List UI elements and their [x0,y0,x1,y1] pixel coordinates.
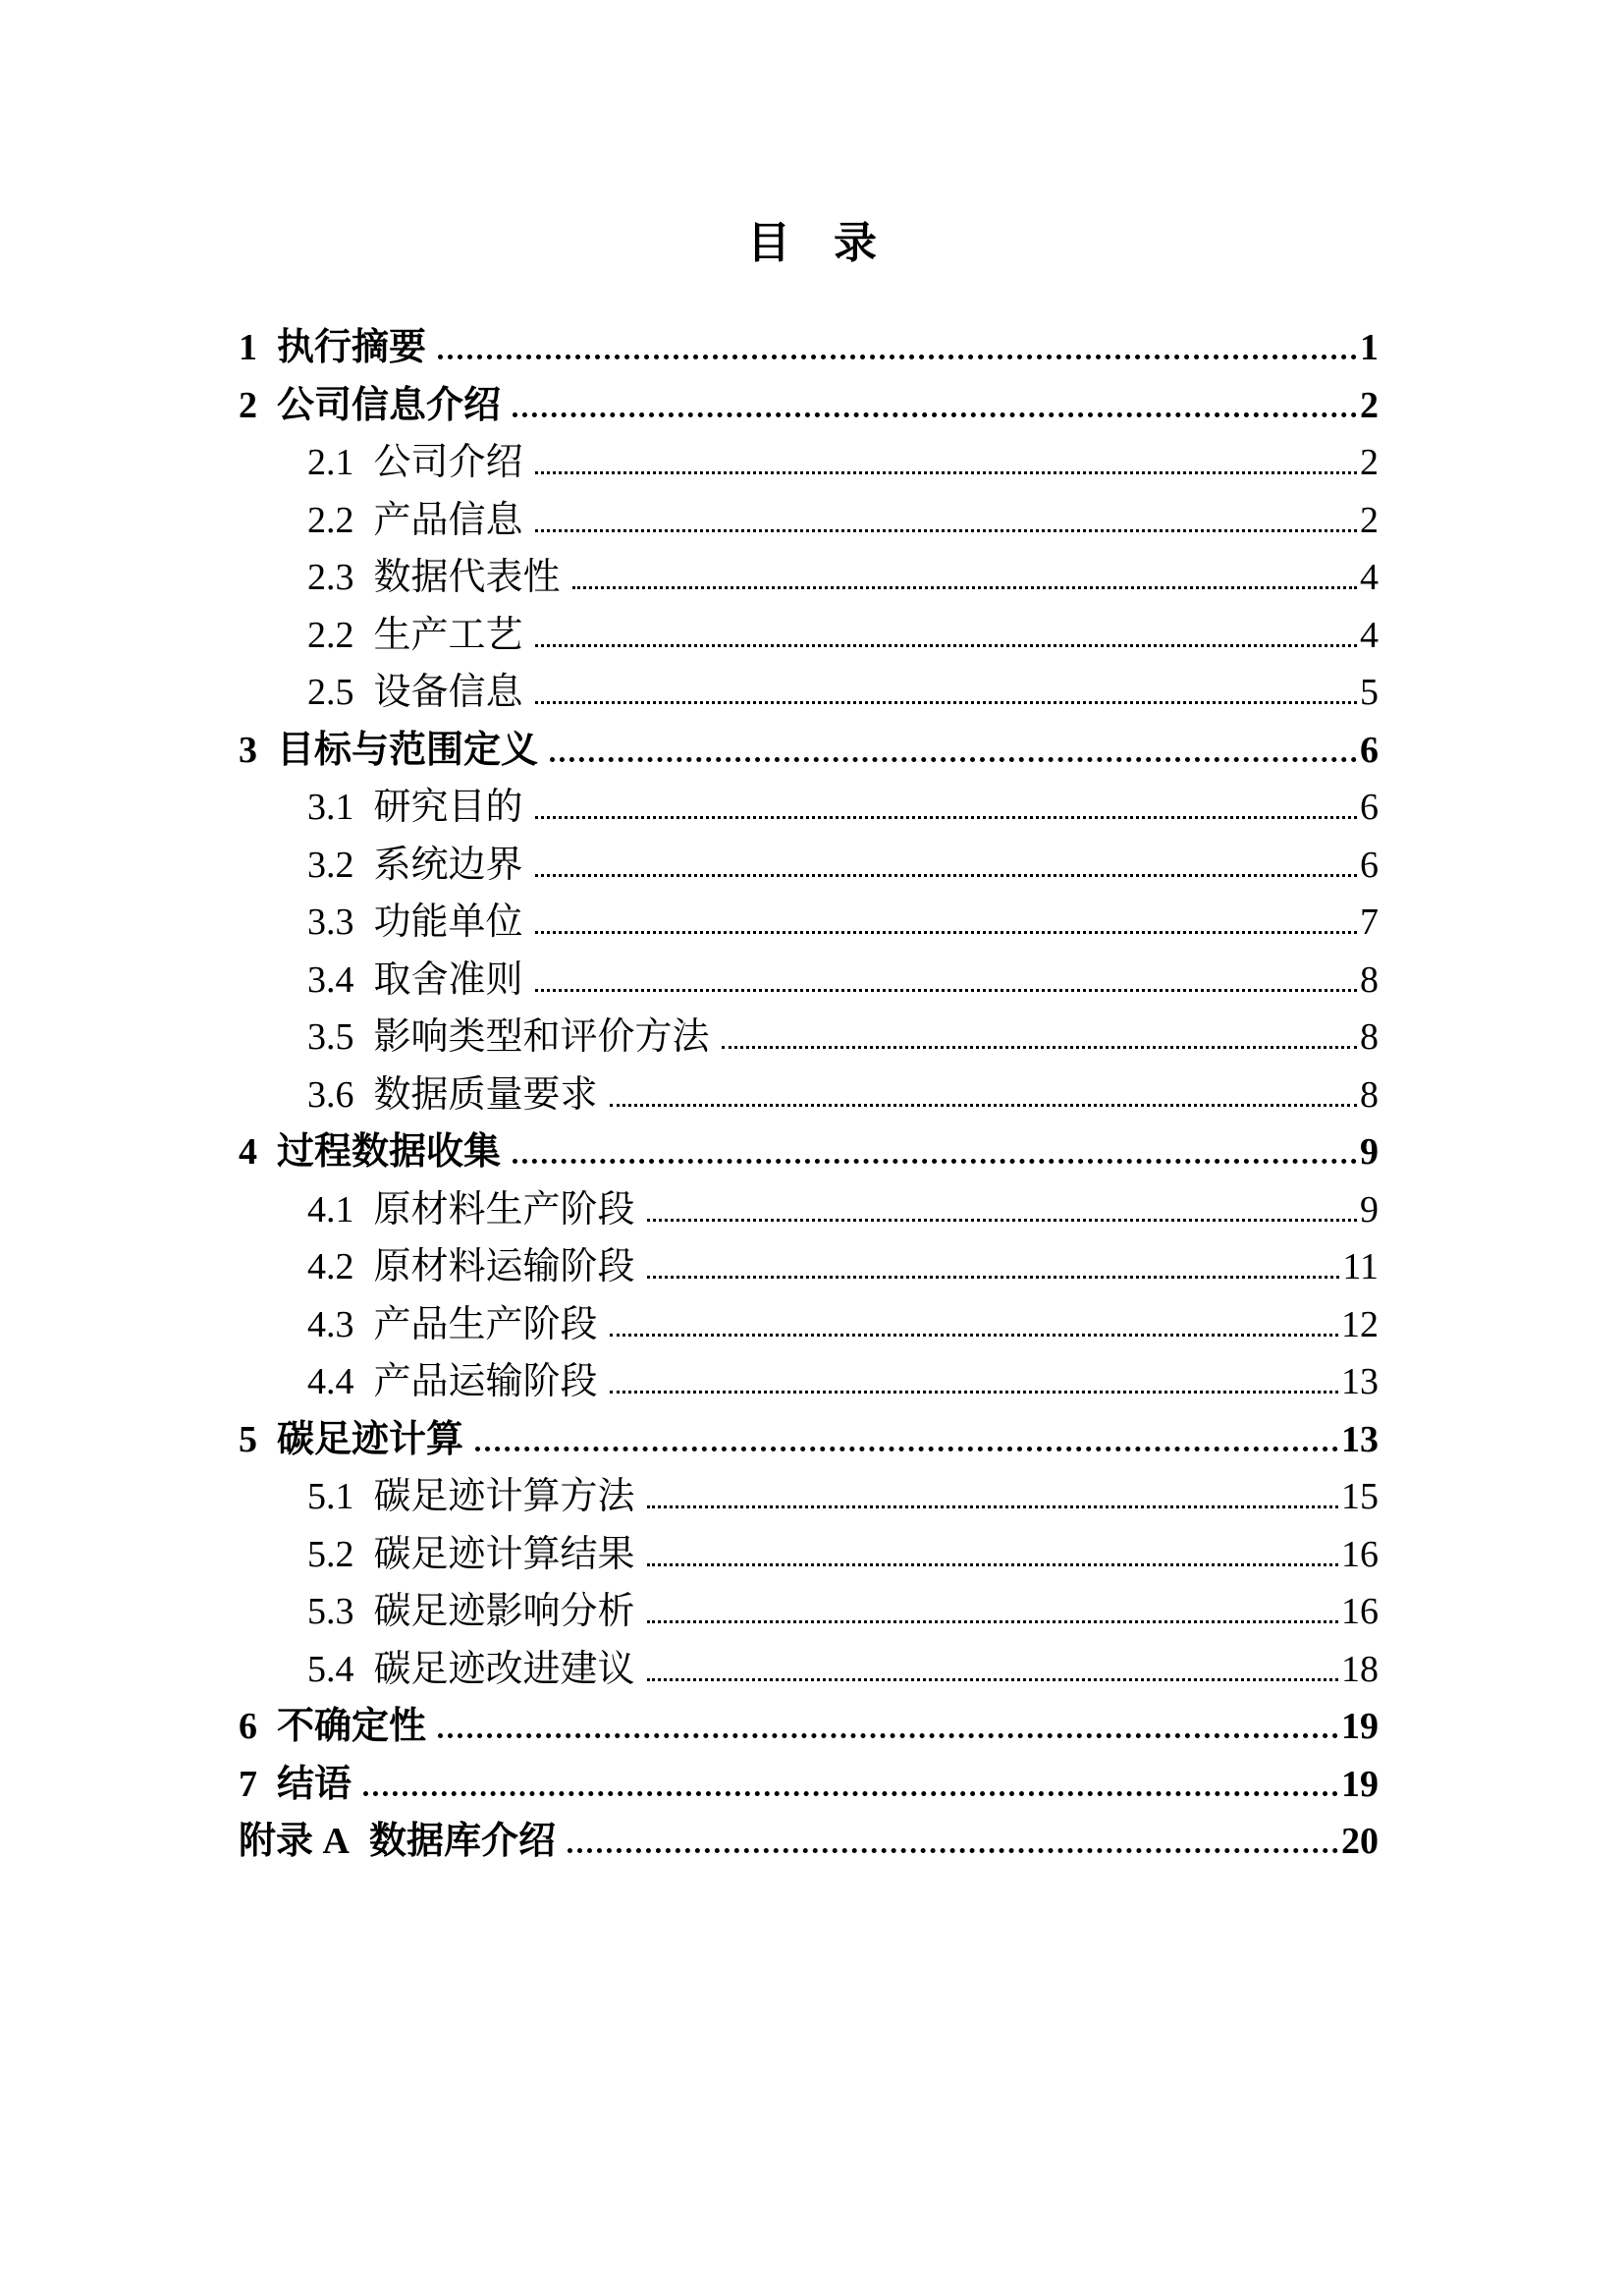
toc-entry[interactable] [239,1698,1379,1756]
toc-entry-label: 碳足迹计算 [277,1418,464,1460]
toc-entry[interactable] [239,722,1379,780]
toc-entry-page: 19 [1341,1763,1379,1805]
toc-entry[interactable] [239,1756,1379,1814]
toc-entry-page: 4 [1360,614,1379,656]
toc-entry-number: 2.3 [307,557,354,598]
toc-entry[interactable] [239,1181,1379,1239]
dot-leader [610,1391,1338,1394]
toc-entry-page: 6 [1360,787,1379,828]
toc-entry-label: 系统边界 [373,844,523,886]
toc-entry[interactable] [239,492,1379,550]
toc-entry-page: 8 [1360,1016,1379,1058]
toc-entry-page: 19 [1341,1706,1379,1747]
toc-entry-number: 5 [239,1418,257,1460]
toc-entry-page: 7 [1360,902,1379,943]
toc-entry-number: 2.2 [307,499,354,541]
toc-entry-page: 8 [1360,958,1379,1001]
toc-entry-page: 16 [1341,1591,1379,1632]
toc-entry-number: 2.5 [307,672,354,713]
dot-leader [363,1791,1338,1796]
dot-leader [535,644,1357,647]
toc-entry-page: 12 [1341,1303,1379,1345]
toc-entry-label: 原材料生产阶段 [373,1188,635,1230]
dot-leader [647,1620,1338,1623]
toc-entry-number: 5.4 [307,1648,354,1690]
dot-leader [610,1334,1338,1337]
dot-leader [475,1447,1338,1451]
toc-entry-label: 取舍准则 [373,958,523,1001]
toc-entry-label: 目标与范围定义 [277,729,539,771]
toc-entry[interactable] [239,1411,1379,1469]
toc-entry-page: 4 [1360,557,1379,598]
toc-entry-number: 4.1 [307,1188,354,1230]
toc-entry-number: 3.1 [307,787,354,828]
toc-entry-label: 数据质量要求 [373,1073,598,1116]
toc-entry-page: 13 [1341,1361,1379,1402]
toc-entry[interactable] [239,837,1379,895]
toc-entry-page: 6 [1360,729,1379,771]
dot-leader [535,471,1357,474]
toc-entry-number: 5.3 [307,1591,354,1632]
toc-entry[interactable] [239,1468,1379,1526]
dot-leader [568,1848,1338,1853]
dot-leader [535,701,1357,704]
toc-entry-number: 4 [239,1131,257,1173]
toc-entry[interactable] [239,952,1379,1010]
dot-leader [438,1733,1338,1738]
toc-entry[interactable] [239,1813,1379,1871]
dot-leader [535,989,1357,992]
toc-entry[interactable] [239,664,1379,722]
toc-entry[interactable] [239,1583,1379,1641]
toc-entry-label: 结语 [277,1763,352,1805]
toc-entry-page: 2 [1360,442,1379,483]
dot-leader [513,1159,1357,1164]
dot-leader [610,1104,1357,1107]
toc-list [239,319,1379,1871]
dot-leader [647,1505,1338,1508]
toc-entry-number: 5.2 [307,1533,354,1575]
toc-entry-label: 不确定性 [277,1706,427,1747]
toc-entry-page: 1 [1360,327,1379,368]
dot-leader [550,757,1357,762]
toc-entry-number: 4.4 [307,1361,354,1402]
toc-entry-number: 2 [239,384,257,426]
toc-entry-label: 过程数据收集 [277,1131,502,1173]
toc-entry-number: 附录 A [239,1821,350,1862]
dot-leader [438,355,1357,359]
toc-entry-page: 13 [1341,1418,1379,1460]
toc-entry-number: 3.4 [307,958,354,1001]
page-title: 目 录 [747,219,877,267]
toc-entry-number: 3.3 [307,902,354,943]
toc-entry[interactable] [239,1641,1379,1699]
toc-entry-page: 11 [1342,1246,1379,1287]
toc-entry-page: 18 [1341,1648,1379,1690]
toc-entry[interactable] [239,319,1379,377]
toc-entry-page: 16 [1341,1533,1379,1575]
toc-entry-label: 产品生产阶段 [373,1303,598,1345]
toc-entry[interactable] [239,549,1379,607]
toc-entry-label: 功能单位 [373,902,523,943]
toc-entry-page: 2 [1360,384,1379,426]
toc-entry-label: 公司信息介绍 [277,384,502,426]
toc-entry-label: 碳足迹改进建议 [373,1648,635,1690]
toc-entry-label: 碳足迹计算结果 [373,1533,635,1575]
dot-leader [647,1276,1340,1279]
toc-entry-number: 3 [239,729,257,771]
toc-entry-number: 6 [239,1706,257,1747]
toc-entry-number: 2.1 [307,442,354,483]
toc-entry-number: 3.6 [307,1073,354,1116]
dot-leader [572,586,1357,589]
dot-leader [513,412,1357,417]
toc-entry-label: 执行摘要 [277,327,427,368]
toc-entry-number: 2.2 [307,614,354,656]
toc-entry-label: 产品运输阶段 [373,1361,598,1402]
dot-leader [722,1046,1357,1049]
toc-entry-number: 1 [239,327,257,368]
toc-entry[interactable] [239,894,1379,952]
toc-entry-label: 生产工艺 [373,614,523,656]
dot-leader [647,1678,1338,1681]
toc-entry-page: 9 [1360,1131,1379,1173]
toc-entry-number: 7 [239,1763,257,1805]
toc-entry-label: 研究目的 [373,787,523,828]
toc-entry[interactable] [239,377,1379,435]
toc-entry-page: 8 [1360,1073,1379,1116]
toc-entry[interactable] [239,1066,1379,1124]
toc-entry[interactable] [239,1296,1379,1354]
toc-entry-label: 碳足迹计算方法 [373,1476,635,1517]
dot-leader [535,874,1357,877]
dot-leader [647,1219,1357,1222]
toc-entry-label: 数据库介绍 [368,1821,556,1862]
dot-leader [535,816,1357,819]
toc-entry-label: 设备信息 [373,672,523,713]
toc-entry-label: 产品信息 [373,499,523,541]
toc-entry[interactable] [239,607,1379,665]
toc-entry-number: 5.1 [307,1476,354,1517]
toc-entry[interactable] [239,1009,1379,1066]
toc-entry-number: 3.2 [307,844,354,886]
toc-entry-number: 4.3 [307,1303,354,1345]
toc-entry[interactable] [239,1123,1379,1181]
toc-entry[interactable] [239,1526,1379,1584]
dot-leader [535,931,1357,934]
toc-entry-page: 5 [1360,672,1379,713]
toc-entry[interactable] [239,779,1379,837]
toc-entry-number: 3.5 [307,1016,354,1058]
toc-entry-label: 影响类型和评价方法 [373,1016,710,1058]
toc-entry-label: 碳足迹影响分析 [373,1591,635,1632]
toc-entry-label: 公司介绍 [373,442,523,483]
dot-leader [647,1563,1338,1566]
toc-entry[interactable] [239,434,1379,492]
toc-entry-page: 2 [1360,499,1379,541]
toc-entry-page: 15 [1341,1476,1379,1517]
toc-entry-page: 9 [1360,1188,1379,1230]
dot-leader [535,529,1357,532]
toc-entry-page: 6 [1360,844,1379,886]
toc-entry[interactable] [239,1353,1379,1411]
toc-entry-number: 4.2 [307,1246,354,1287]
toc-entry-label: 数据代表性 [373,557,561,598]
toc-entry-label: 原材料运输阶段 [373,1246,635,1287]
toc-entry[interactable] [239,1238,1379,1296]
toc-entry-page: 20 [1341,1821,1379,1862]
